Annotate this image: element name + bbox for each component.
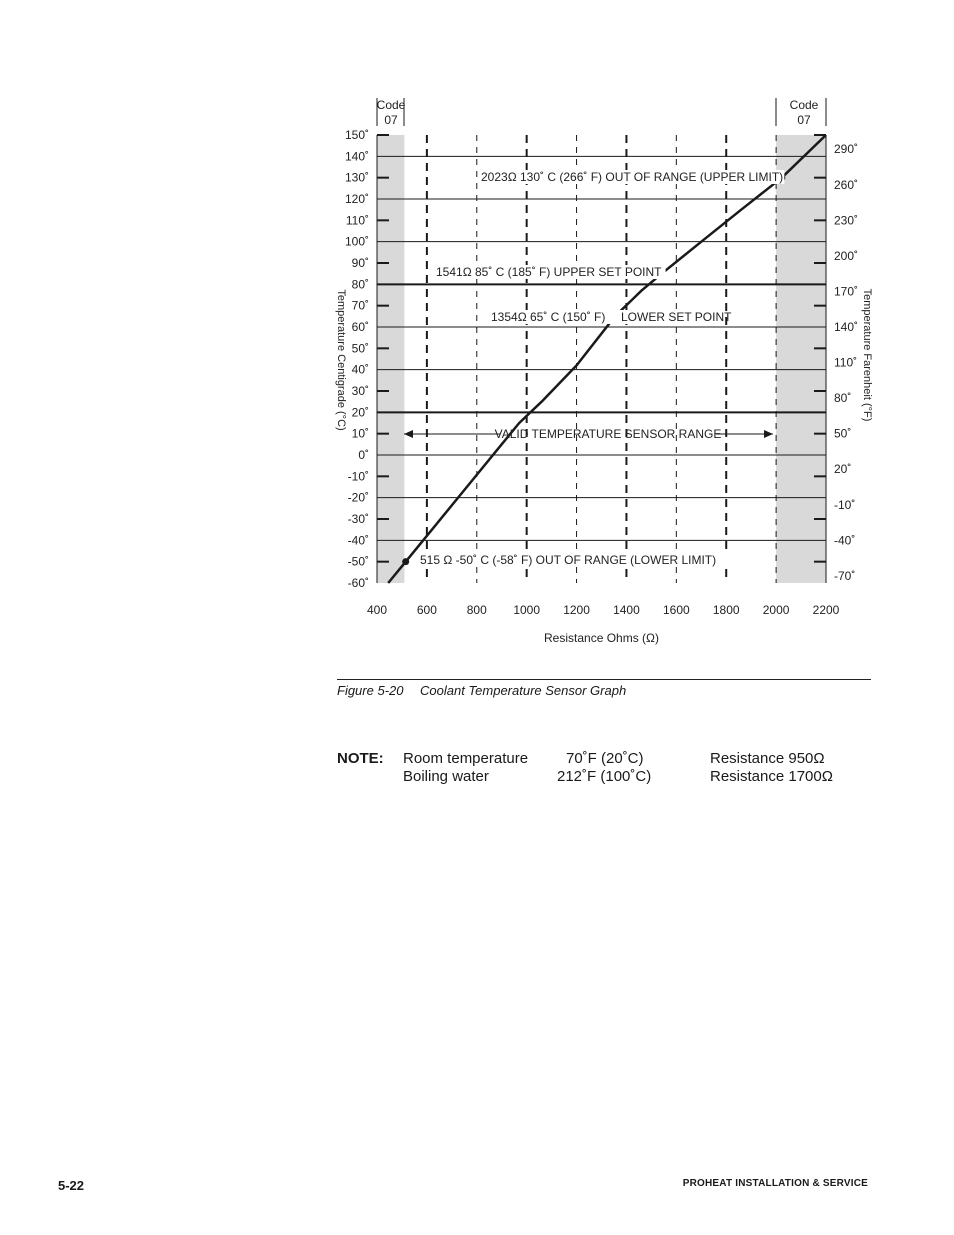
lower-set-point-label: LOWER SET POINT: [621, 310, 732, 324]
x-tick-label: 1000: [513, 603, 541, 617]
figure-caption: [337, 683, 626, 698]
note-temp: 212˚F (100˚C): [557, 768, 652, 785]
y-tick-label-right: 80˚: [834, 391, 852, 406]
note-temp: 70˚F (20˚C): [566, 750, 644, 767]
code-label-right: 07: [797, 113, 811, 127]
data-point: [402, 558, 409, 565]
y-tick-label-right: 110˚: [834, 355, 858, 370]
valid-range-label: VALID TEMPERATURE SENSOR RANGE: [494, 427, 722, 441]
y-tick-label-right: 200˚: [834, 248, 859, 263]
y-tick-label-right: 170˚: [834, 284, 859, 299]
arrow-head-right: [764, 430, 773, 438]
y-axis-title-left: Temperature Centigrade (°C): [335, 289, 347, 431]
x-tick-label: 800: [466, 603, 487, 617]
y-tick-label-left: 140˚: [344, 149, 369, 164]
code-label-right: Code: [789, 98, 819, 112]
y-tick-label-left: 40˚: [351, 362, 369, 377]
x-tick-label: 1400: [613, 603, 640, 617]
y-tick-label-left: 20˚: [351, 405, 369, 420]
y-tick-label-right: 20˚: [834, 462, 852, 477]
arrow-head-left: [404, 430, 413, 438]
note-resistance: Resistance 950Ω: [710, 750, 825, 767]
sensor-curve: [388, 135, 826, 583]
y-tick-label-left: 60˚: [351, 320, 369, 334]
x-tick-label: 2200: [812, 603, 840, 617]
figure-title: Coolant Temperature Sensor Graph: [420, 683, 627, 698]
out-of-range-region: [776, 135, 826, 583]
y-tick-label-left: 100˚: [344, 234, 369, 249]
x-tick-label: 400: [366, 603, 388, 617]
page-number: 5-22: [58, 1178, 85, 1193]
y-tick-label-left: -10˚: [347, 469, 369, 484]
y-tick-label-left: 10˚: [351, 426, 369, 441]
y-tick-label-left: 50˚: [351, 341, 369, 356]
y-tick-label-left: -40˚: [347, 533, 369, 548]
y-tick-label-left: 110˚: [345, 213, 369, 228]
y-tick-label-right: 260˚: [834, 177, 859, 192]
x-tick-label: 2000: [762, 603, 790, 617]
point-annotation: 1541Ω 85˚ C (185˚ F) UPPER SET POINT: [436, 265, 662, 279]
y-tick-label-left: 70˚: [351, 298, 369, 313]
note-condition: Boiling water: [403, 768, 489, 785]
y-tick-label-left: 120˚: [344, 192, 369, 206]
x-axis-title: Resistance Ohms (Ω): [544, 631, 659, 645]
y-tick-label-left: 130˚: [344, 170, 369, 185]
y-tick-label-left: -30˚: [347, 512, 369, 526]
y-tick-label-right: 290˚: [834, 142, 859, 157]
y-tick-label-right: 50˚: [834, 426, 852, 441]
footer-title: PROHEAT INSTALLATION & SERVICE: [682, 1178, 868, 1189]
y-axis-title-right: Temperature Farenheit (°F): [861, 288, 873, 422]
y-tick-label-left: 0˚: [358, 448, 369, 462]
y-tick-label-left: -50˚: [347, 554, 369, 569]
figure-number: Figure 5-20: [337, 683, 404, 698]
x-tick-label: 1200: [563, 603, 590, 617]
y-tick-label-right: -40˚: [834, 533, 856, 548]
x-tick-label: 1600: [662, 603, 690, 617]
y-tick-label-left: -60˚: [347, 576, 369, 590]
y-tick-label-right: -10˚: [834, 497, 856, 512]
x-tick-label: 600: [416, 603, 437, 617]
note-condition: Room temperature: [403, 750, 529, 767]
y-tick-label-left: 150˚: [344, 128, 369, 142]
code-label-left: 07: [384, 113, 398, 127]
note-resistance: Resistance 1700Ω: [710, 768, 833, 785]
code-label-left: Code: [376, 98, 406, 112]
y-tick-label-right: 140˚: [834, 320, 859, 334]
y-tick-label-left: 80˚: [351, 277, 369, 292]
out-of-range-region: [377, 135, 404, 583]
point-annotation: 515 Ω -50˚ C (-58˚ F) OUT OF RANGE (LOWER LIMIT): [420, 553, 717, 567]
y-tick-label-left: -20˚: [347, 490, 369, 505]
point-annotation: 2023Ω 130˚ C (266˚ F) OUT OF RANGE (UPPER LIMIT): [481, 170, 784, 184]
caption-divider: [337, 679, 871, 680]
y-tick-label-left: 30˚: [351, 384, 369, 398]
x-tick-label: 1800: [712, 603, 740, 617]
note-label: NOTE:: [337, 750, 384, 767]
point-annotation: 1354Ω 65˚ C (150˚ F): [491, 310, 606, 324]
y-tick-label-right: -70˚: [834, 568, 856, 583]
y-tick-label-right: 230˚: [834, 213, 859, 228]
y-tick-label-left: 90˚: [351, 256, 369, 270]
